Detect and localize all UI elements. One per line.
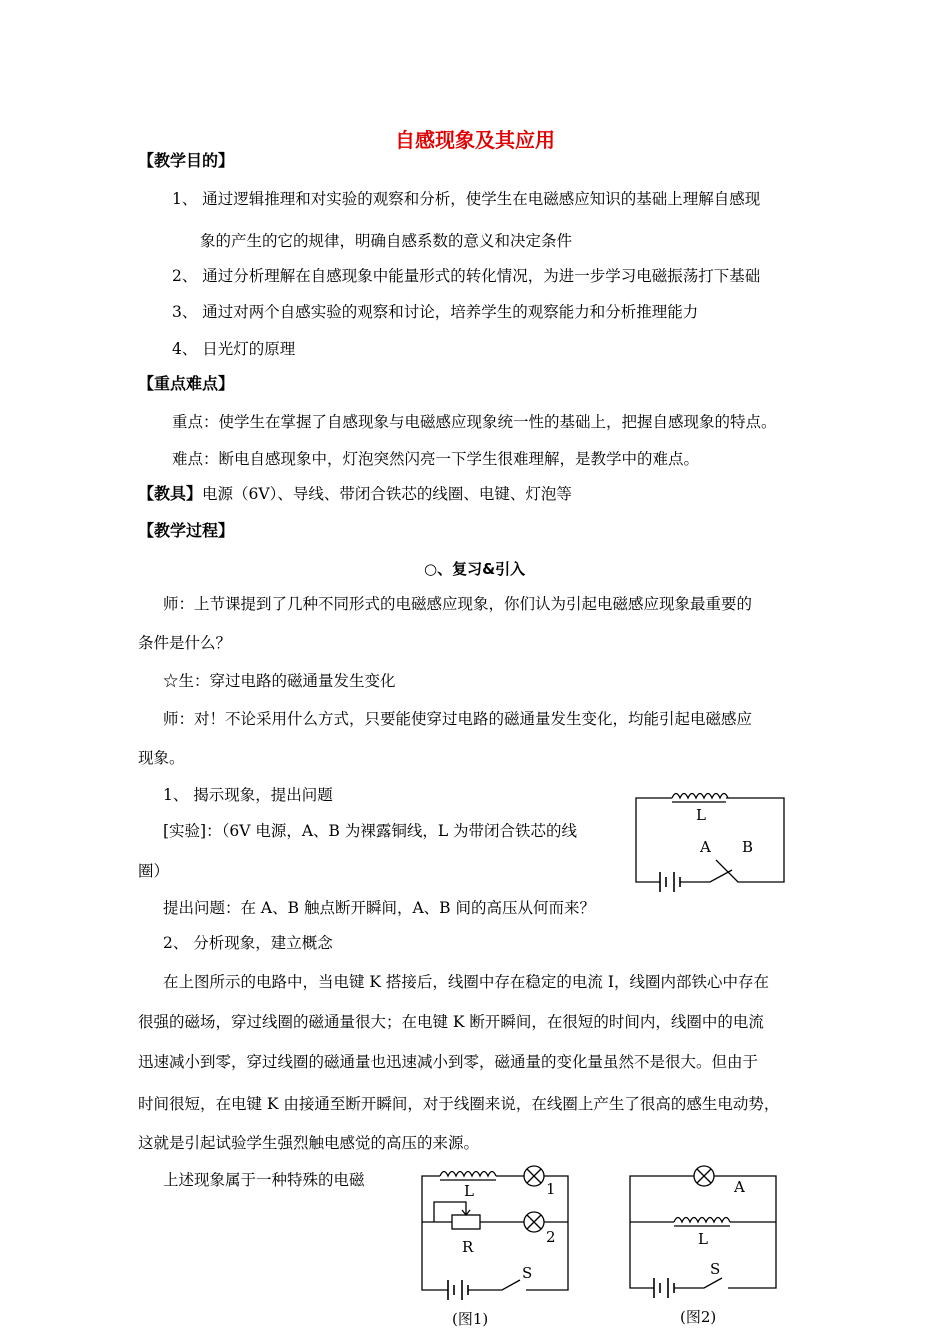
tools-heading: 【教具】: [138, 484, 203, 503]
objective-2: 2、 通过分析理解在自感现象中能量形式的转化情况，为进一步学习电磁振荡打下基础: [172, 267, 761, 285]
question-text: 提出问题：在 A、B 触点断开瞬间，A、B 间的高压从何而来？: [163, 899, 595, 917]
step-2-heading: 2、 分析现象，建立概念: [163, 934, 333, 952]
difficulty-text: 难点：断电自感现象中，灯泡突然闪亮一下学生很难理解，是教学中的难点。: [172, 450, 700, 468]
analysis-line-5: 这就是引起试验学生强烈触电感觉的高压的来源。: [138, 1134, 480, 1152]
fig1-caption: (图1): [452, 1310, 489, 1328]
teacher-reply: 师：对！不论采用什么方式，只要能使穿过电路的磁通量发生变化，均能引起电磁感应: [163, 710, 753, 728]
focus-text: 重点：使学生在掌握了自感现象与电磁感应现象统一性的基础上，把握自感现象的特点。: [172, 413, 777, 431]
step-1-heading: 1、 揭示现象，提出问题: [163, 786, 333, 804]
analysis-line-2: 很强的磁场，穿过线圈的磁通量很大；在电键 K 断开瞬间，在很短的时间内，线圈中的电流: [138, 1013, 764, 1031]
objective-4: 4、 日光灯的原理: [172, 340, 296, 358]
experiment-text-cont: 圈）: [138, 862, 170, 880]
fig1-lamp2-label: 2: [546, 1228, 556, 1246]
student-answer: ☆生：穿过电路的磁通量发生变化: [163, 672, 396, 690]
fig1-coil-label: L: [464, 1182, 474, 1200]
process-heading: 【教学过程】: [138, 521, 235, 540]
section-review-intro: ○、复习&引入: [424, 560, 526, 578]
tools-line: [138, 484, 572, 504]
analysis-line-4: 时间很短，在电键 K 由接通至断开瞬间，对于线圈来说，在线圈上产生了很高的感生电动势，: [138, 1095, 780, 1113]
contact-a-label: A: [700, 838, 711, 856]
fig1-resistor-label: R: [462, 1238, 474, 1256]
objective-3: 3、 通过对两个自感实验的观察和讨论，培养学生的观察能力和分析推理能力: [172, 303, 699, 321]
coil-label: L: [696, 806, 706, 824]
objective-1-cont: 象的产生的它的规律，明确自感系数的意义和决定条件: [200, 232, 573, 250]
fig2-coil-label: L: [698, 1230, 708, 1248]
experiment-circuit-diagram: [630, 788, 790, 888]
teacher-question: 师：上节课提到了几种不同形式的电磁感应现象，你们认为引起电磁感应现象最重要的: [163, 595, 753, 613]
figure-1-circuit: [412, 1162, 582, 1337]
figure-2-circuit: [624, 1158, 784, 1333]
key-points-heading: 【重点难点】: [138, 374, 235, 393]
fig1-switch-label: S: [522, 1264, 533, 1282]
contact-b-label: B: [742, 838, 754, 856]
objective-1: 1、 通过逻辑推理和对实验的观察和分析，使学生在电磁感应知识的基础上理解自感现: [172, 190, 761, 208]
conclusion-start: 上述现象属于一种特殊的电磁: [163, 1171, 365, 1189]
teacher-reply-cont: 现象。: [138, 749, 185, 767]
fig2-switch-label: S: [710, 1260, 721, 1278]
tools-text: 电源（6V）、导线、带闭合铁芯的线圈、电键、灯泡等: [202, 485, 572, 503]
analysis-line-1: 在上图所示的电路中，当电键 K 搭接后，线圈中存在稳定的电流 I，线圈内部铁心中存在: [163, 973, 769, 991]
page-title: 自感现象及其应用: [395, 128, 555, 152]
fig2-caption: (图2): [680, 1308, 717, 1326]
analysis-line-3: 迅速减小到零，穿过线圈的磁通量也迅速减小到零，磁通量的变化量虽然不是很大。但由于: [138, 1053, 759, 1071]
objectives-heading: 【教学目的】: [138, 151, 235, 170]
teacher-question-cont: 条件是什么？: [138, 634, 232, 652]
fig2-lamp-label: A: [734, 1178, 745, 1196]
fig1-lamp1-label: 1: [546, 1180, 556, 1198]
experiment-text: [实验]：（6V 电源，A、B 为裸露铜线，L 为带闭合铁芯的线: [163, 822, 578, 840]
